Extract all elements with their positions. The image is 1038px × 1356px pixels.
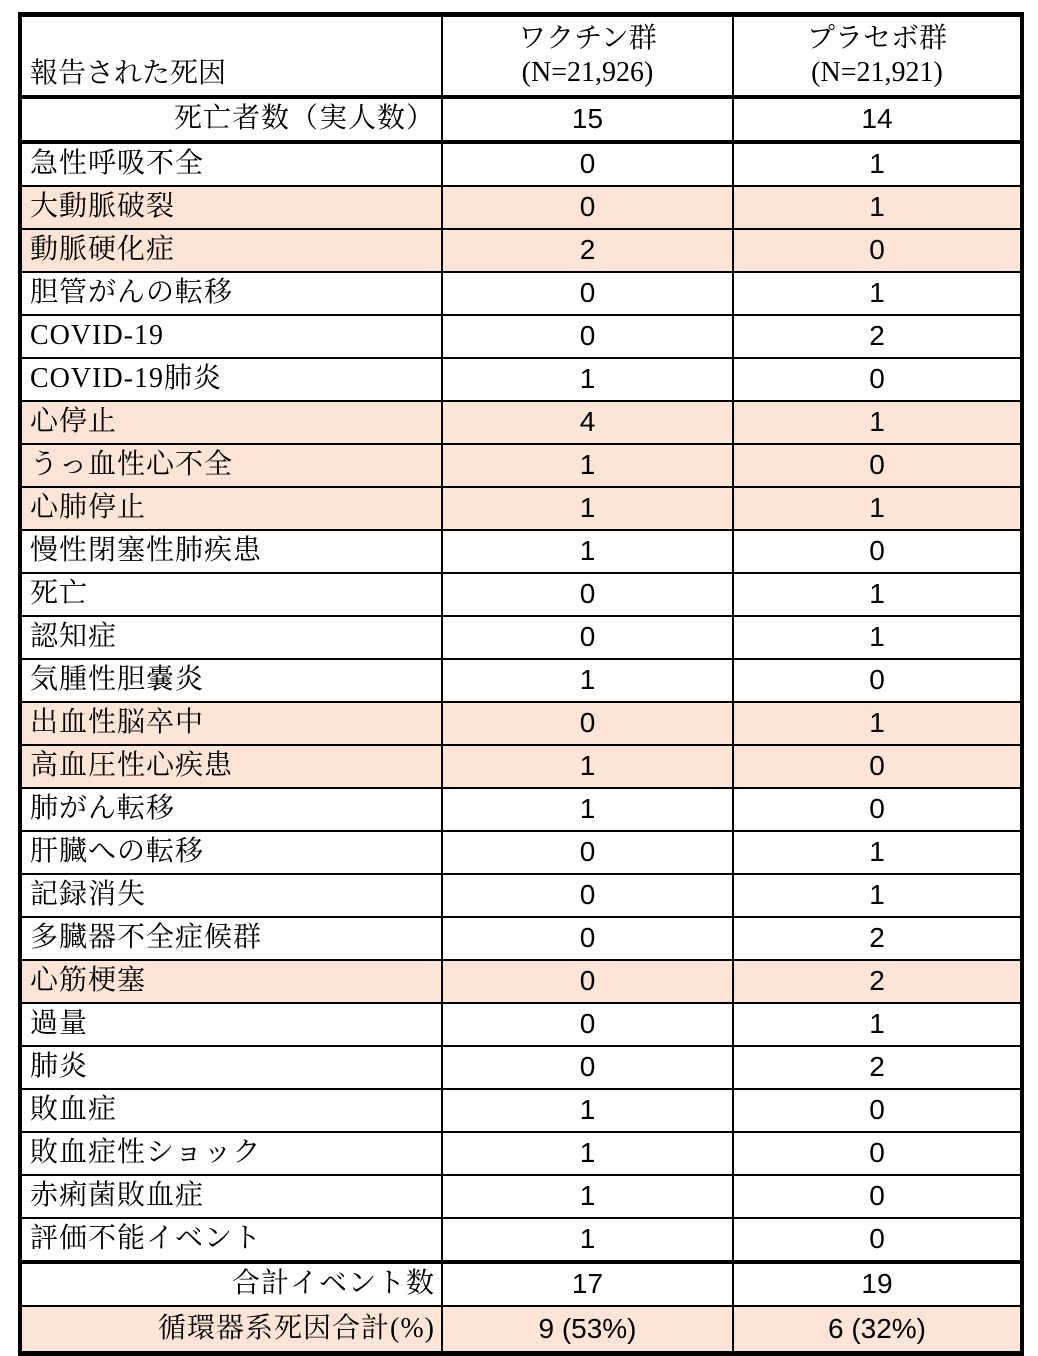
placebo-count-cell: 2: [733, 917, 1022, 960]
vaccine-count-cell: 4: [442, 401, 733, 444]
vaccine-count-cell: 1: [442, 530, 733, 573]
placebo-count-cell: 2: [733, 315, 1022, 358]
table-row: [20, 788, 1022, 831]
table-row: [20, 358, 1022, 401]
vaccine-count-cell: 0: [442, 186, 733, 229]
vaccine-count-cell: 1: [442, 745, 733, 788]
vaccine-count-cell: 0: [442, 1046, 733, 1089]
placebo-count-cell: 0: [733, 229, 1022, 272]
placebo-count-cell: 1: [733, 142, 1022, 186]
vaccine-count-cell: 0: [442, 702, 733, 745]
header-row: [20, 15, 1022, 98]
mortality-table: [18, 12, 1024, 1356]
placebo-count-cell: 2: [733, 960, 1022, 1003]
vaccine-count-cell: 0: [442, 874, 733, 917]
cause-cell: 赤痢菌敗血症: [20, 1175, 442, 1218]
cause-cell: 肺炎: [20, 1046, 442, 1089]
vaccine-count-cell: 2: [442, 229, 733, 272]
placebo-count-cell: 1: [733, 616, 1022, 659]
table-row: [20, 616, 1022, 659]
cause-cell: 気腫性胆嚢炎: [20, 659, 442, 702]
vaccine-count-cell: 0: [442, 142, 733, 186]
total-events-label: 合計イベント数: [20, 1262, 442, 1306]
placebo-count-cell: 0: [733, 1132, 1022, 1175]
vaccine-count-cell: 0: [442, 272, 733, 315]
cause-cell: 記録消失: [20, 874, 442, 917]
deaths-count-row: [20, 97, 1022, 142]
vaccine-count-cell: 1: [442, 1175, 733, 1218]
cause-cell: 死亡: [20, 573, 442, 616]
placebo-count-cell: 1: [733, 272, 1022, 315]
circulatory-total-label: 循環器系死因合計(%): [20, 1306, 442, 1354]
cause-header-cell: 報告された死因: [20, 15, 442, 98]
table-row: [20, 142, 1022, 186]
placebo-count-cell: 1: [733, 1003, 1022, 1046]
table-row: [20, 272, 1022, 315]
circulatory-total-vaccine: 9 (53%): [442, 1306, 733, 1354]
table-row: [20, 745, 1022, 788]
table-row: [20, 315, 1022, 358]
cause-cell: 大動脈破裂: [20, 186, 442, 229]
cause-cell: 評価不能イベント: [20, 1218, 442, 1262]
placebo-count-cell: 0: [733, 788, 1022, 831]
placebo-count-cell: 1: [733, 401, 1022, 444]
table-row: [20, 917, 1022, 960]
vaccine-count-cell: 0: [442, 960, 733, 1003]
table-row: [20, 1046, 1022, 1089]
vaccine-count-cell: 0: [442, 616, 733, 659]
table-row: [20, 1175, 1022, 1218]
placebo-count-cell: 0: [733, 1175, 1022, 1218]
table-row: [20, 1218, 1022, 1262]
cause-cell: 肺がん転移: [20, 788, 442, 831]
placebo-count-cell: 1: [733, 573, 1022, 616]
vaccine-count-cell: 1: [442, 358, 733, 401]
table-row: [20, 1003, 1022, 1046]
deaths-count-label: 死亡者数（実人数）: [20, 97, 442, 142]
cause-cell: うっ血性心不全: [20, 444, 442, 487]
placebo-count-cell: 0: [733, 530, 1022, 573]
placebo-count-cell: 0: [733, 444, 1022, 487]
placebo-count-cell: 2: [733, 1046, 1022, 1089]
placebo-group-n: (N=21,921): [811, 57, 943, 88]
table-row: [20, 659, 1022, 702]
placebo-group-label: プラセボ群: [806, 22, 947, 54]
circulatory-total-row: [20, 1306, 1022, 1354]
vaccine-count-cell: 1: [442, 659, 733, 702]
cause-cell: 急性呼吸不全: [20, 142, 442, 186]
table-row: [20, 831, 1022, 874]
placebo-count-cell: 1: [733, 702, 1022, 745]
table-row: [20, 702, 1022, 745]
table-row: [20, 229, 1022, 272]
cause-cell: 心肺停止: [20, 487, 442, 530]
cause-cell: 認知症: [20, 616, 442, 659]
vaccine-count-cell: 1: [442, 1218, 733, 1262]
placebo-count-cell: 1: [733, 831, 1022, 874]
deaths-count-placebo: 14: [733, 97, 1022, 142]
table-row: [20, 487, 1022, 530]
placebo-count-cell: 0: [733, 659, 1022, 702]
cause-cell: 胆管がんの転移: [20, 272, 442, 315]
table-row: [20, 1089, 1022, 1132]
cause-cell: COVID-19: [20, 315, 442, 358]
placebo-count-cell: 0: [733, 1089, 1022, 1132]
vaccine-count-cell: 1: [442, 1132, 733, 1175]
table-row: [20, 874, 1022, 917]
placebo-count-cell: 1: [733, 874, 1022, 917]
deaths-count-vaccine: 15: [442, 97, 733, 142]
cause-cell: 過量: [20, 1003, 442, 1046]
cause-cell: 敗血症: [20, 1089, 442, 1132]
circulatory-total-placebo: 6 (32%): [733, 1306, 1022, 1354]
table-row: [20, 1132, 1022, 1175]
total-events-vaccine: 17: [442, 1262, 733, 1306]
vaccine-count-cell: 0: [442, 917, 733, 960]
cause-cell: 敗血症性ショック: [20, 1132, 442, 1175]
placebo-group-header-cell: [733, 15, 1022, 98]
table-row: [20, 960, 1022, 1003]
vaccine-group-label: ワクチン群: [518, 22, 657, 54]
vaccine-count-cell: 0: [442, 573, 733, 616]
cause-cell: COVID-19肺炎: [20, 358, 442, 401]
vaccine-count-cell: 0: [442, 831, 733, 874]
cause-cell: 動脈硬化症: [20, 229, 442, 272]
total-events-placebo: 19: [733, 1262, 1022, 1306]
placebo-count-cell: 1: [733, 186, 1022, 229]
cause-cell: 慢性閉塞性肺疾患: [20, 530, 442, 573]
placebo-count-cell: 0: [733, 745, 1022, 788]
table-row: [20, 444, 1022, 487]
table-row: [20, 401, 1022, 444]
vaccine-group-n: (N=21,926): [521, 57, 654, 88]
cause-cell: 出血性脳卒中: [20, 702, 442, 745]
table-row: [20, 573, 1022, 616]
vaccine-count-cell: 1: [442, 1089, 733, 1132]
vaccine-count-cell: 1: [442, 788, 733, 831]
vaccine-count-cell: 0: [442, 315, 733, 358]
table-row: [20, 186, 1022, 229]
placebo-count-cell: 0: [733, 1218, 1022, 1262]
cause-cell: 多臓器不全症候群: [20, 917, 442, 960]
placebo-count-cell: 1: [733, 487, 1022, 530]
vaccine-group-header-cell: [442, 15, 733, 98]
total-events-row: [20, 1262, 1022, 1306]
cause-cell: 高血圧性心疾患: [20, 745, 442, 788]
vaccine-count-cell: 1: [442, 487, 733, 530]
causes-tbody: [20, 142, 1022, 1262]
placebo-count-cell: 0: [733, 358, 1022, 401]
vaccine-count-cell: 0: [442, 1003, 733, 1046]
cause-cell: 心筋梗塞: [20, 960, 442, 1003]
cause-cell: 肝臓への転移: [20, 831, 442, 874]
vaccine-count-cell: 1: [442, 444, 733, 487]
cause-cell: 心停止: [20, 401, 442, 444]
table-row: [20, 530, 1022, 573]
